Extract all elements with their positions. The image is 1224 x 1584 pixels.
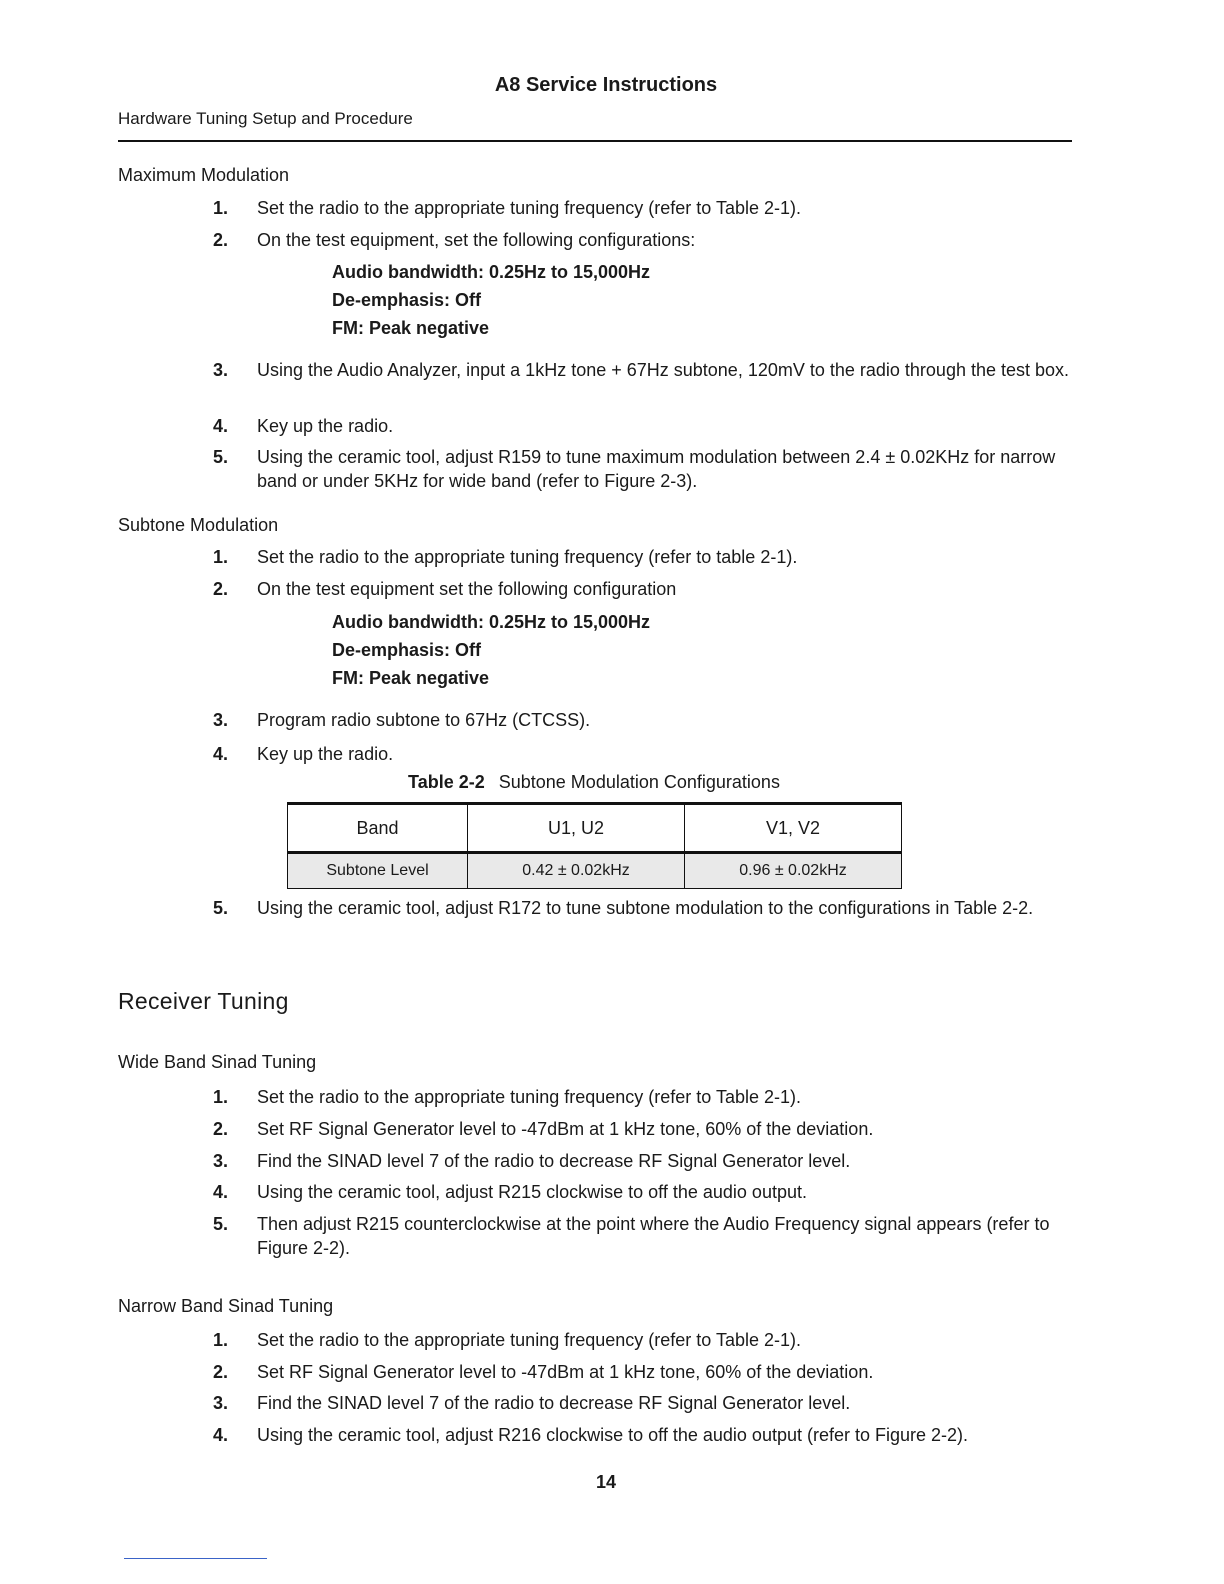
step-text: Key up the radio.	[257, 744, 394, 764]
narrow-band-heading: Narrow Band Sinad Tuning	[118, 1296, 334, 1316]
step-text: On the test equipment, set the following configurations:	[257, 230, 696, 250]
step-number: 1.	[213, 1330, 229, 1350]
step-text: Set the radio to the appropriate tuning frequency (refer to Table 2-1).	[257, 1087, 801, 1107]
step-text: Using the ceramic tool, adjust R172 to tune subtone modulation to the configurations in Table 2-2.	[257, 898, 1034, 918]
running-head: Hardware Tuning Setup and Procedure	[118, 109, 413, 128]
table-caption-label: Table 2-2	[408, 772, 485, 792]
step-text: Using the Audio Analyzer, input a 1kHz tone + 67Hz subtone, 120mV to the radio through the test box.	[257, 360, 1070, 380]
table-cell: 0.96 ± 0.02kHz	[685, 853, 902, 889]
step-number: 3.	[213, 1151, 229, 1171]
step-text: Set RF Signal Generator level to -47dBm at 1 kHz tone, 60% of the deviation.	[257, 1119, 874, 1139]
step-text: Find the SINAD level 7 of the radio to decrease RF Signal Generator level.	[257, 1151, 851, 1171]
step-text: Find the SINAD level 7 of the radio to decrease RF Signal Generator level.	[257, 1393, 851, 1413]
step-number: 4.	[213, 416, 229, 436]
step-number: 2.	[213, 1119, 229, 1139]
table-header-cell: U1, U2	[468, 804, 685, 853]
step-text: Set the radio to the appropriate tuning frequency (refer to Table 2-1).	[257, 198, 801, 218]
step-text: Then adjust R215 counterclockwise at the point where the Audio Frequency signal appears (refer to Figure 2-2).	[257, 1214, 1050, 1258]
step-text: Key up the radio.	[257, 416, 394, 436]
header-rule	[118, 140, 1072, 142]
table-caption	[0, 772, 1188, 793]
footnote-rule	[124, 1558, 267, 1559]
step-number: 4.	[213, 1182, 229, 1202]
table-header-cell: V1, V2	[685, 804, 902, 853]
step-number: 1.	[213, 198, 229, 218]
step-text: Using the ceramic tool, adjust R159 to tune maximum modulation between 2.4 ± 0.02KHz for narrow band or under 5KHz for wide band (refer to Figure 2-3).	[257, 447, 1056, 491]
step-number: 5.	[213, 1214, 229, 1234]
step-number: 1.	[213, 547, 229, 567]
document-title: A8 Service Instructions	[494, 74, 718, 96]
config-de-emphasis: De-emphasis: Off	[332, 290, 482, 310]
step-number: 2.	[213, 579, 229, 599]
step-text: Using the ceramic tool, adjust R215 clockwise to off the audio output.	[257, 1182, 807, 1202]
config-audio-bandwidth: Audio bandwidth: 0.25Hz to 15,000Hz	[332, 612, 651, 632]
page-number: 14	[595, 1472, 617, 1492]
table-caption-text: Subtone Modulation Configurations	[498, 772, 780, 792]
config-audio-bandwidth: Audio bandwidth: 0.25Hz to 15,000Hz	[332, 262, 651, 282]
max-modulation-heading: Maximum Modulation	[118, 165, 290, 185]
step-text: On the test equipment set the following configuration	[257, 579, 677, 599]
config-fm: FM: Peak negative	[332, 318, 490, 338]
config-de-emphasis: De-emphasis: Off	[332, 640, 482, 660]
wide-band-heading: Wide Band Sinad Tuning	[118, 1052, 317, 1072]
receiver-tuning-title: Receiver Tuning	[118, 988, 289, 1014]
table-header-row	[288, 804, 902, 853]
subtone-config-table	[287, 802, 902, 889]
step-number: 3.	[213, 360, 229, 380]
table-cell: Subtone Level	[288, 853, 468, 889]
step-number: 2.	[213, 230, 229, 250]
step-number: 3.	[213, 1393, 229, 1413]
step-number: 4.	[213, 1425, 229, 1445]
step-text: Set the radio to the appropriate tuning frequency (refer to Table 2-1).	[257, 1330, 801, 1350]
step-text: Set RF Signal Generator level to -47dBm at 1 kHz tone, 60% of the deviation.	[257, 1362, 874, 1382]
table-header-cell: Band	[288, 804, 468, 853]
step-number: 5.	[213, 447, 229, 467]
step-number: 3.	[213, 710, 229, 730]
step-number: 1.	[213, 1087, 229, 1107]
table-row	[288, 853, 902, 889]
step-number: 4.	[213, 744, 229, 764]
table-cell: 0.42 ± 0.02kHz	[468, 853, 685, 889]
step-number: 2.	[213, 1362, 229, 1382]
subtone-modulation-heading: Subtone Modulation	[118, 515, 279, 535]
step-text: Set the radio to the appropriate tuning frequency (refer to table 2-1).	[257, 547, 798, 567]
step-text: Program radio subtone to 67Hz (CTCSS).	[257, 710, 591, 730]
step-number: 5.	[213, 898, 229, 918]
step-text: Using the ceramic tool, adjust R216 clockwise to off the audio output (refer to Figure 2-2).	[257, 1425, 969, 1445]
config-fm: FM: Peak negative	[332, 668, 490, 688]
